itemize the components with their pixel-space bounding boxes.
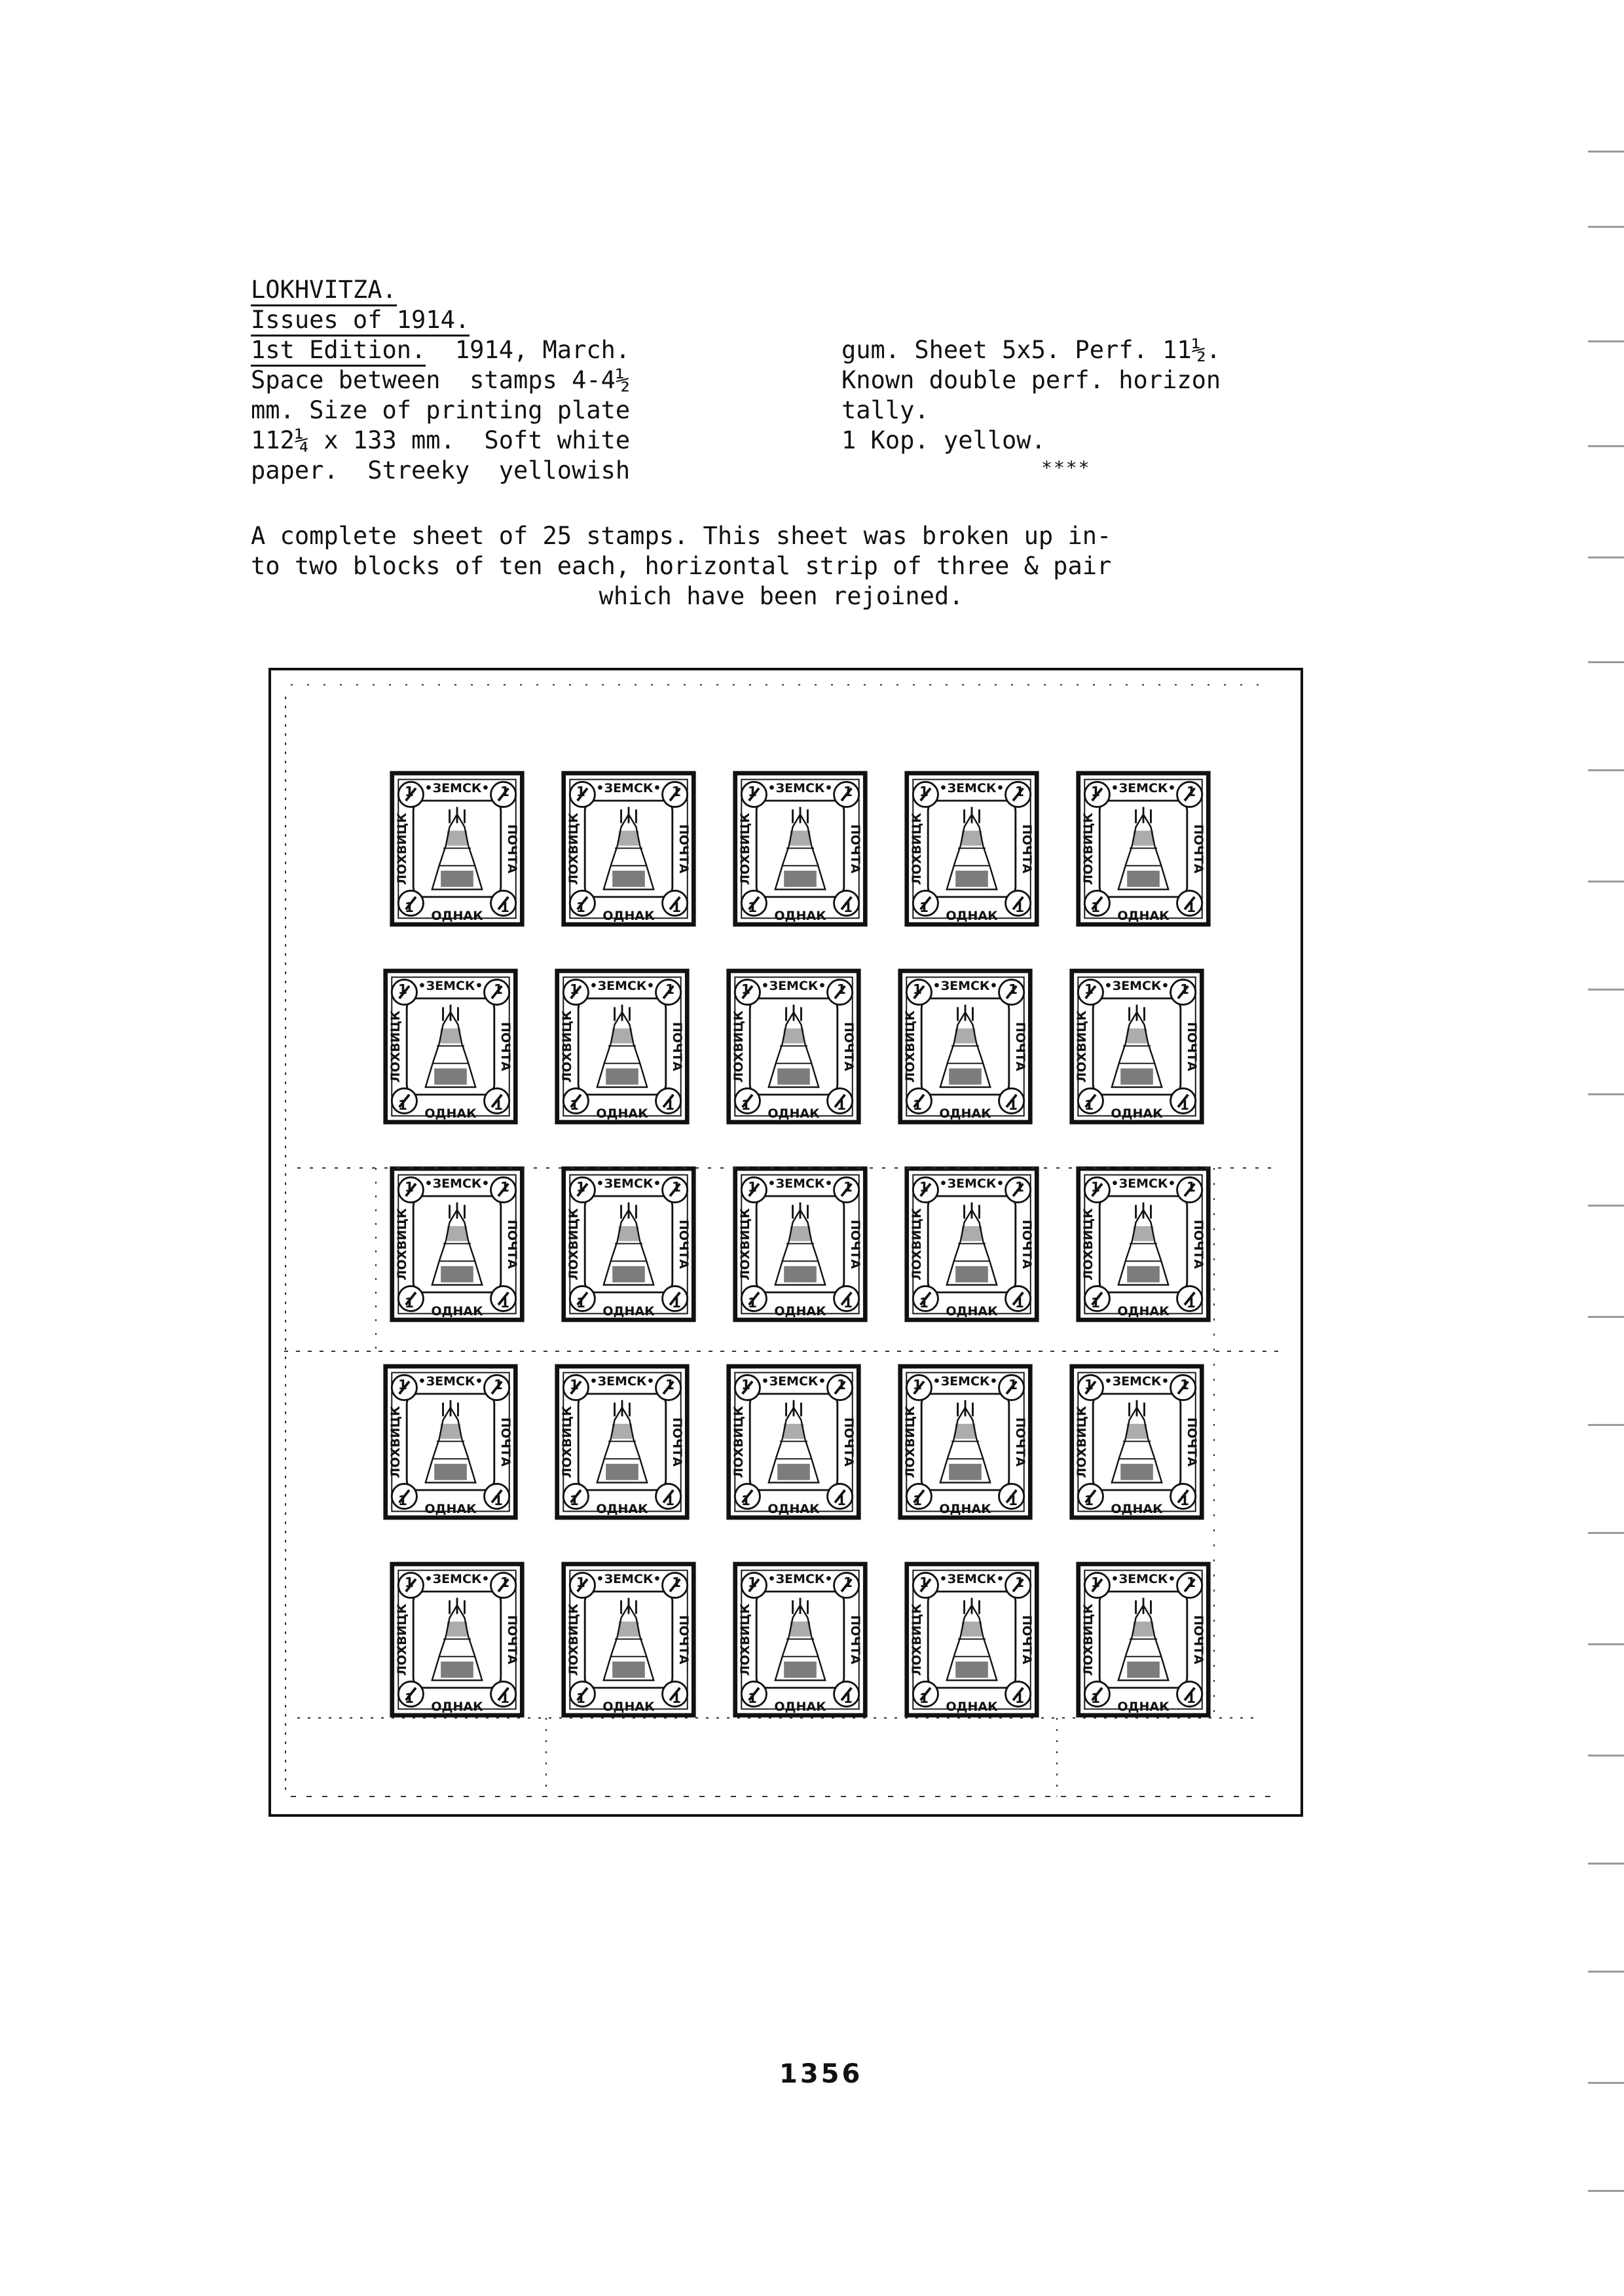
page-number: 1356	[779, 2059, 863, 2089]
stamp-top-text: •ЗЕМСК•	[761, 979, 826, 993]
stamp	[564, 1564, 694, 1715]
stamp-value: 1	[500, 784, 509, 799]
stamp-left-text: ЛОХВИЦК	[731, 1010, 746, 1083]
stamp-top-text: •ЗЕМСК•	[424, 1176, 490, 1191]
stamp-value: 1	[919, 1690, 929, 1706]
stamp-value: 1	[843, 1295, 853, 1311]
stamp-value: 1	[405, 1575, 414, 1590]
stamp-left-text: ЛОХВИЦК	[1075, 1010, 1089, 1083]
stamp	[557, 971, 688, 1122]
stamp	[729, 971, 859, 1122]
stamp-right-text: ПОЧТА	[1191, 1219, 1206, 1269]
town-title: LOKHVITZA.	[251, 276, 397, 306]
stamp-left-text: ЛОХВИЦК	[566, 1208, 581, 1281]
stamp-bottom-text: ОДНАК	[1111, 1106, 1163, 1121]
sheet-description	[251, 521, 1312, 611]
stamp-bottom-text: ОДНАК	[431, 909, 483, 923]
stamp-top-text: •ЗЕМСК•	[596, 1572, 661, 1586]
stamp-value: 1	[500, 1179, 509, 1195]
stamp-right-text: ПОЧТА	[1191, 824, 1206, 874]
description-left-line: 1st Edition. 1914, March.	[251, 335, 748, 365]
stamp-right-text: ПОЧТА	[1013, 1021, 1027, 1072]
description-left-line: mm. Size of printing plate	[251, 396, 631, 424]
stamp-top-text: •ЗЕМСК•	[1104, 979, 1170, 993]
description-left-line: 112¼ x 133 mm. Soft white	[251, 426, 631, 454]
stamp-top-text: •ЗЕМСК•	[589, 979, 655, 993]
stamp-value: 1	[1084, 1097, 1094, 1113]
stamp-left-text: ЛОХВИЦК	[1081, 812, 1096, 885]
description-right-line: Known double perf. horizon	[841, 366, 1221, 394]
stamp	[1072, 971, 1202, 1122]
stamp-value: 1	[1015, 900, 1024, 915]
stamp-value: 1	[494, 1097, 503, 1113]
stamp-value: 1	[1015, 1575, 1024, 1590]
stamp-value: 1	[1187, 1295, 1196, 1311]
stamp-bottom-text: ОДНАК	[946, 1304, 998, 1319]
stamp-value: 1	[398, 1377, 407, 1393]
stamp-value: 1	[919, 784, 929, 799]
description-left-line: paper. Streeky yellowish	[251, 456, 631, 484]
stamp-value: 1	[837, 1097, 846, 1113]
stamp-top-text: •ЗЕМСК•	[767, 1572, 833, 1586]
stamp	[386, 1366, 516, 1518]
stamp-top-text: •ЗЕМСК•	[939, 1176, 1005, 1191]
stamp-value: 1	[837, 1377, 846, 1393]
stamp-top-text: •ЗЕМСК•	[596, 781, 661, 795]
stamp-value: 1	[1187, 784, 1196, 799]
stamp-value: 1	[748, 784, 757, 799]
stamp-bottom-text: ОДНАК	[424, 1106, 477, 1121]
stamp-value: 1	[570, 1493, 579, 1508]
stamp-left-text: ЛОХВИЦК	[388, 1010, 403, 1083]
stamp-value: 1	[843, 1575, 853, 1590]
sheet-description-line-1: A complete sheet of 25 stamps. This sheet was broken up in-	[251, 522, 1112, 550]
stamp-value: 1	[398, 1493, 407, 1508]
stamp-left-text: ЛОХВИЦК	[395, 812, 409, 885]
stamp-bottom-text: ОДНАК	[939, 1502, 991, 1516]
stamp-value: 1	[398, 1097, 407, 1113]
stamp-left-text: ЛОХВИЦК	[395, 1208, 409, 1281]
stamp-bottom-text: ОДНАК	[431, 1304, 483, 1319]
stamp-right-text: ПОЧТА	[505, 1219, 519, 1269]
stamp-bottom-text: ОДНАК	[767, 1502, 820, 1516]
stamp-value: 1	[1015, 1295, 1024, 1311]
stamp-value: 1	[665, 1493, 674, 1508]
stamp	[900, 1366, 1031, 1518]
stamp-value: 1	[1187, 1179, 1196, 1195]
stamp-left-text: ЛОХВИЦК	[560, 1406, 574, 1478]
stamp-bottom-text: ОДНАК	[602, 1700, 655, 1714]
stamp-value: 1	[1187, 1575, 1196, 1590]
stamp-value: 1	[1187, 1690, 1196, 1706]
stamp-left-text: ЛОХВИЦК	[1075, 1406, 1089, 1478]
stamp-right-text: ПОЧТА	[676, 824, 691, 874]
stamp-value: 1	[570, 981, 579, 997]
stamp-bottom-text: ОДНАК	[602, 909, 655, 923]
description-right-line: gum. Sheet 5x5. Perf. 11½.	[841, 336, 1221, 364]
stamp-bottom-text: ОДНАК	[596, 1106, 648, 1121]
stamp-left-text: ЛОХВИЦК	[560, 1010, 574, 1083]
stamp	[729, 1366, 859, 1518]
stamp-top-text: •ЗЕМСК•	[767, 781, 833, 795]
stamp	[392, 1169, 523, 1320]
stamp	[557, 1366, 688, 1518]
stamp-bottom-text: ОДНАК	[946, 909, 998, 923]
stamp-sheet-image	[271, 670, 1301, 1814]
stamp-right-text: ПОЧТА	[670, 1417, 684, 1467]
stamp-value: 1	[1187, 900, 1196, 915]
stamp-value: 1	[843, 784, 853, 799]
stamp-value: 1	[748, 1179, 757, 1195]
sheet-description-line-2: to two blocks of ten each, horizontal strip of three & pair	[251, 552, 1112, 580]
stamp-value: 1	[748, 1690, 757, 1706]
stamp-value: 1	[570, 1097, 579, 1113]
stamp	[564, 1169, 694, 1320]
stamp-right-text: ПОЧТА	[505, 824, 519, 874]
stamp	[392, 773, 523, 924]
stamp-value: 1	[1008, 981, 1018, 997]
stamp	[1079, 1564, 1209, 1715]
stamp-value: 1	[494, 981, 503, 997]
stamp	[907, 773, 1037, 924]
stamp-value: 1	[500, 900, 509, 915]
stamp-right-text: ПОЧТА	[841, 1021, 856, 1072]
stamp-value: 1	[748, 1575, 757, 1590]
stamp-top-text: •ЗЕМСК•	[596, 1176, 661, 1191]
stamp-value: 1	[1008, 1493, 1018, 1508]
stamp	[1079, 1169, 1209, 1320]
stamp-right-text: ПОЧТА	[848, 1219, 862, 1269]
stamp-value: 1	[665, 1377, 674, 1393]
stamp-right-text: ПОЧТА	[1191, 1614, 1206, 1665]
stamp-left-text: ЛОХВИЦК	[1081, 1208, 1096, 1281]
stamp-top-text: •ЗЕМСК•	[932, 1374, 998, 1389]
stamp-bottom-text: ОДНАК	[767, 1106, 820, 1121]
stamp-value: 1	[748, 900, 757, 915]
stamp-right-text: ПОЧТА	[1185, 1417, 1199, 1467]
stamp-value: 1	[576, 1179, 585, 1195]
stamp-value: 1	[672, 1179, 681, 1195]
stamp-bottom-text: ОДНАК	[424, 1502, 477, 1516]
stamp-right-text: ПОЧТА	[841, 1417, 856, 1467]
stamp-right-text: ПОЧТА	[848, 824, 862, 874]
stamp-left-text: ЛОХВИЦК	[738, 1603, 752, 1676]
stamp-value: 1	[1084, 981, 1094, 997]
stamp-value: 1	[405, 1179, 414, 1195]
stamp-value: 1	[913, 1493, 922, 1508]
stamp-top-text: •ЗЕМСК•	[424, 781, 490, 795]
stamp-left-text: ЛОХВИЦК	[566, 1603, 581, 1676]
stamp-left-text: ЛОХВИЦК	[395, 1603, 409, 1676]
stamp-value: 1	[1008, 1377, 1018, 1393]
stamp	[386, 971, 516, 1122]
stamp-bottom-text: ОДНАК	[774, 1304, 826, 1319]
stamp-value: 1	[570, 1377, 579, 1393]
stamp-left-text: ЛОХВИЦК	[738, 812, 752, 885]
stamp	[907, 1564, 1037, 1715]
stamp	[735, 1169, 866, 1320]
stamp-value: 1	[1180, 1493, 1189, 1508]
stamp-value: 1	[576, 1295, 585, 1311]
stamp-top-text: •ЗЕМСК•	[939, 781, 1005, 795]
stamp-value: 1	[1091, 900, 1100, 915]
description-left-column	[251, 335, 748, 486]
description-right-line: 1 Kop. yellow.	[841, 426, 1046, 454]
stamp	[564, 773, 694, 924]
stamp-left-text: ЛОХВИЦК	[903, 1406, 917, 1478]
stamp-bottom-text: ОДНАК	[1117, 1700, 1170, 1714]
stamp-value: 1	[837, 1493, 846, 1508]
stamp-bottom-text: ОДНАК	[431, 1700, 483, 1714]
stamp-value: 1	[672, 900, 681, 915]
stamp-value: 1	[1180, 1377, 1189, 1393]
stamp-value: 1	[672, 1690, 681, 1706]
stamp	[392, 1564, 523, 1715]
stamp-value: 1	[1180, 981, 1189, 997]
stamp	[735, 1564, 866, 1715]
stamp-left-text: ЛОХВИЦК	[738, 1208, 752, 1281]
stamp-right-text: ПОЧТА	[1020, 1219, 1034, 1269]
stamp-value: 1	[843, 1690, 853, 1706]
stamp-value: 1	[398, 981, 407, 997]
issues-subtitle: Issues of 1914.	[251, 306, 470, 337]
stamp-right-text: ПОЧТА	[1020, 1614, 1034, 1665]
stamp-value: 1	[741, 1493, 750, 1508]
stamp-right-text: ПОЧТА	[505, 1614, 519, 1665]
stamp-right-text: ПОЧТА	[848, 1614, 862, 1665]
stamp-bottom-text: ОДНАК	[596, 1502, 648, 1516]
stamp	[900, 971, 1031, 1122]
stamp	[907, 1169, 1037, 1320]
stamp-value: 1	[1091, 1575, 1100, 1590]
stamp-left-text: ЛОХВИЦК	[910, 1603, 924, 1676]
stamp-left-text: ЛОХВИЦК	[910, 1208, 924, 1281]
stamp-value: 1	[500, 1575, 509, 1590]
stamp-value: 1	[1084, 1493, 1094, 1508]
stamp-value: 1	[1015, 784, 1024, 799]
stamp-left-text: ЛОХВИЦК	[566, 812, 581, 885]
stamp-value: 1	[672, 1575, 681, 1590]
description-right-line: tally.	[841, 396, 929, 424]
stamp-value: 1	[576, 1690, 585, 1706]
stamp-value: 1	[576, 900, 585, 915]
stamp-left-text: ЛОХВИЦК	[388, 1406, 403, 1478]
stamp-top-text: •ЗЕМСК•	[1111, 781, 1176, 795]
stamp-left-text: ЛОХВИЦК	[731, 1406, 746, 1478]
stamp-value: 1	[672, 784, 681, 799]
stamp-value: 1	[576, 1575, 585, 1590]
stamp-right-text: ПОЧТА	[676, 1614, 691, 1665]
stamp-top-text: •ЗЕМСК•	[1104, 1374, 1170, 1389]
stamp-top-text: •ЗЕМСК•	[418, 979, 483, 993]
stamp-value: 1	[500, 1690, 509, 1706]
stamp-bottom-text: ОДНАК	[1117, 909, 1170, 923]
stamp-left-text: ЛОХВИЦК	[910, 812, 924, 885]
stamp-value: 1	[405, 1690, 414, 1706]
stamp-value: 1	[405, 1295, 414, 1311]
stamp-right-text: ПОЧТА	[670, 1021, 684, 1072]
stamp-value: 1	[665, 1097, 674, 1113]
sheet-description-line-3: which have been rejoined.	[599, 582, 964, 610]
stamp-value: 1	[843, 900, 853, 915]
stamp-right-text: ПОЧТА	[1020, 824, 1034, 874]
stamp-value: 1	[672, 1295, 681, 1311]
stamp-value: 1	[741, 1097, 750, 1113]
stamp	[1072, 1366, 1202, 1518]
stamp-value: 1	[1015, 1179, 1024, 1195]
stamp-top-text: •ЗЕМСК•	[932, 979, 998, 993]
stamp-bottom-text: ОДНАК	[946, 1700, 998, 1714]
description-left-line: Space between stamps 4-4½	[251, 366, 631, 394]
stamp-value: 1	[1015, 1690, 1024, 1706]
stamp	[735, 773, 866, 924]
stamp-value: 1	[1091, 784, 1100, 799]
stamp-top-text: •ЗЕМСК•	[418, 1374, 483, 1389]
stamp-left-text: ЛОХВИЦК	[903, 1010, 917, 1083]
heading-block	[251, 275, 470, 335]
stamp-value: 1	[913, 981, 922, 997]
stamp-value: 1	[741, 1377, 750, 1393]
stamp-value: 1	[913, 1377, 922, 1393]
stamp-bottom-text: ОДНАК	[774, 909, 826, 923]
stamp-value: 1	[500, 1295, 509, 1311]
stamp-bottom-text: ОДНАК	[1117, 1304, 1170, 1319]
stamp-value: 1	[1091, 1690, 1100, 1706]
stamp-value: 1	[494, 1493, 503, 1508]
stamp-bottom-text: ОДНАК	[774, 1700, 826, 1714]
stamp-right-text: ПОЧТА	[1013, 1417, 1027, 1467]
stamp-value: 1	[1180, 1097, 1189, 1113]
stamp-bottom-text: ОДНАК	[1111, 1502, 1163, 1516]
stamp-value: 1	[576, 784, 585, 799]
stamp-left-text: ЛОХВИЦК	[1081, 1603, 1096, 1676]
stamp-value: 1	[1008, 1097, 1018, 1113]
stamp-top-text: •ЗЕМСК•	[1111, 1176, 1176, 1191]
stamp-value: 1	[913, 1097, 922, 1113]
stamp-value: 1	[1091, 1295, 1100, 1311]
stamp-value: 1	[405, 784, 414, 799]
stamp-value: 1	[665, 981, 674, 997]
stamp-value: 1	[1091, 1179, 1100, 1195]
stamp-sheet-photo	[268, 668, 1303, 1817]
stamp-top-text: •ЗЕМСК•	[589, 1374, 655, 1389]
stamp-top-text: •ЗЕМСК•	[939, 1572, 1005, 1586]
stamp-top-text: •ЗЕМСК•	[767, 1176, 833, 1191]
separator-stars: ****	[1041, 457, 1091, 479]
stamp-value: 1	[843, 1179, 853, 1195]
stamp	[1079, 773, 1209, 924]
stamp-bottom-text: ОДНАК	[602, 1304, 655, 1319]
stamp-right-text: ПОЧТА	[676, 1219, 691, 1269]
stamp-right-text: ПОЧТА	[498, 1021, 513, 1072]
stamp-top-text: •ЗЕМСК•	[761, 1374, 826, 1389]
stamp-value: 1	[741, 981, 750, 997]
stamp-value: 1	[919, 1295, 929, 1311]
stamp-value: 1	[1084, 1377, 1094, 1393]
stamp-value: 1	[919, 900, 929, 915]
stamp-right-text: ПОЧТА	[498, 1417, 513, 1467]
stamp-value: 1	[919, 1575, 929, 1590]
stamp-right-text: ПОЧТА	[1185, 1021, 1199, 1072]
stamp-value: 1	[494, 1377, 503, 1393]
stamp-top-text: •ЗЕМСК•	[424, 1572, 490, 1586]
stamp-top-text: •ЗЕМСК•	[1111, 1572, 1176, 1586]
stamp-value: 1	[837, 981, 846, 997]
edition-label: 1st Edition.	[251, 336, 426, 367]
stamp-value: 1	[748, 1295, 757, 1311]
stamp-value: 1	[405, 900, 414, 915]
stamp-value: 1	[919, 1179, 929, 1195]
stamp-bottom-text: ОДНАК	[939, 1106, 991, 1121]
description-right-column	[841, 335, 1405, 456]
